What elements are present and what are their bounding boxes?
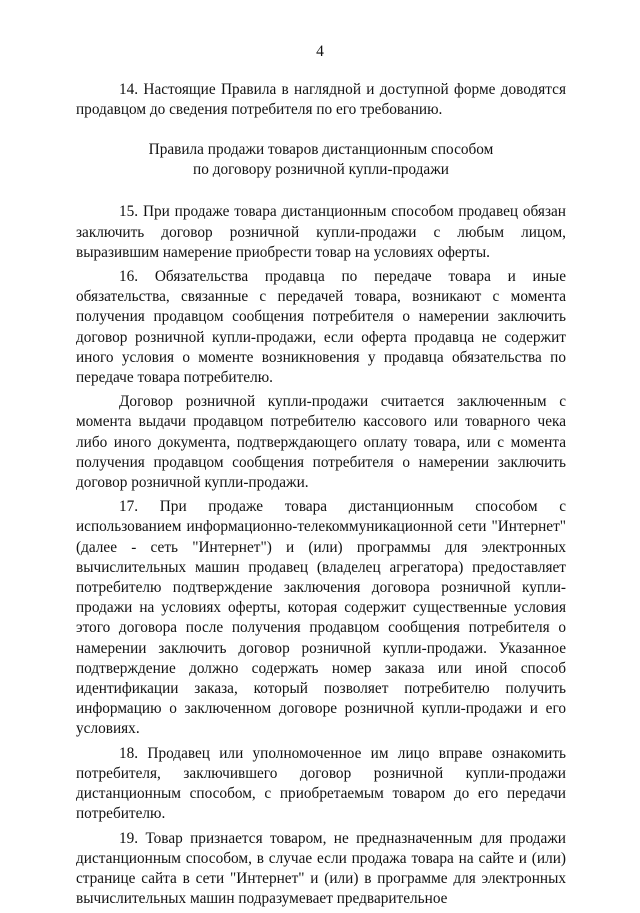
section-heading-line-2: по договору розничной купли-продажи [193, 161, 449, 179]
document-body [76, 80, 566, 913]
paragraph-14: 14. Настоящие Правила в наглядной и доступной форме доводятся продавцом до сведения потребителя по его требованию. [76, 81, 566, 119]
paragraph-16-continued: Договор розничной купли-продажи считается заключенным с момента выдачи продавцом потребителю кассового или товарного чека либо иного документа, подтверждающего оплату товара, или с момента получения продавцом сообщения потребителя о намерении заключить договор розничной купли-продажи. [76, 393, 566, 492]
paragraph-16: 16. Обязательства продавца по передаче товара и иные обязательства, связанные с передачей товара, возникают с момента получения продавцом сообщения потребителя о намерении заключить договор розничной купли-продажи, если оферта продавца не содержит иного условия о моменте возникновения у продавца обязательства по передаче товара потребителю. [76, 268, 566, 387]
page-number: 4 [316, 43, 324, 60]
section-heading [76, 140, 566, 180]
paragraph-19: 19. Товар признается товаром, не предназначенным для продажи дистанционным способом, в случае если продажа товара на сайте и (или) странице сайта в сети "Интернет" и (или) в программе для электронных вычислительных машин подразумевает предварительное [76, 829, 566, 908]
paragraph-15: 15. При продаже товара дистанционным способом продавец обязан заключить договор розничной купли-продажи с любым лицом, выразившим намерение приобрести товар на условиях оферты. [76, 203, 566, 261]
paragraph-17: 17. При продаже товара дистанционным способом с использованием информационно-телекоммуникационной сети "Интернет" (далее - сеть "Интернет") и (или) программы для электронных вычислительных машин продавец (владелец агрегатора) предоставляет потребителю подтверждение заключения договора розничной купли-продажи на условиях оферты, которая содержит существенные условия этого договора после получения продавцом сообщения потребителя о намерении заключить договор розничной купли-продажи. Указанное подтверждение должно содержать номер заказа или иной способ идентификации заказа, который позволяет потребителю получить информацию о заключенном договоре розничной купли-продажи и его условиях. [76, 498, 566, 738]
section-heading-line-1: Правила продажи товаров дистанционным способом [148, 141, 494, 159]
paragraph-18: 18. Продавец или уполномоченное им лицо вправе ознакомить потребителя, заключившего договор розничной купли-продажи дистанционным способом, с приобретаемым товаром до его передачи потребителю. [76, 744, 566, 823]
